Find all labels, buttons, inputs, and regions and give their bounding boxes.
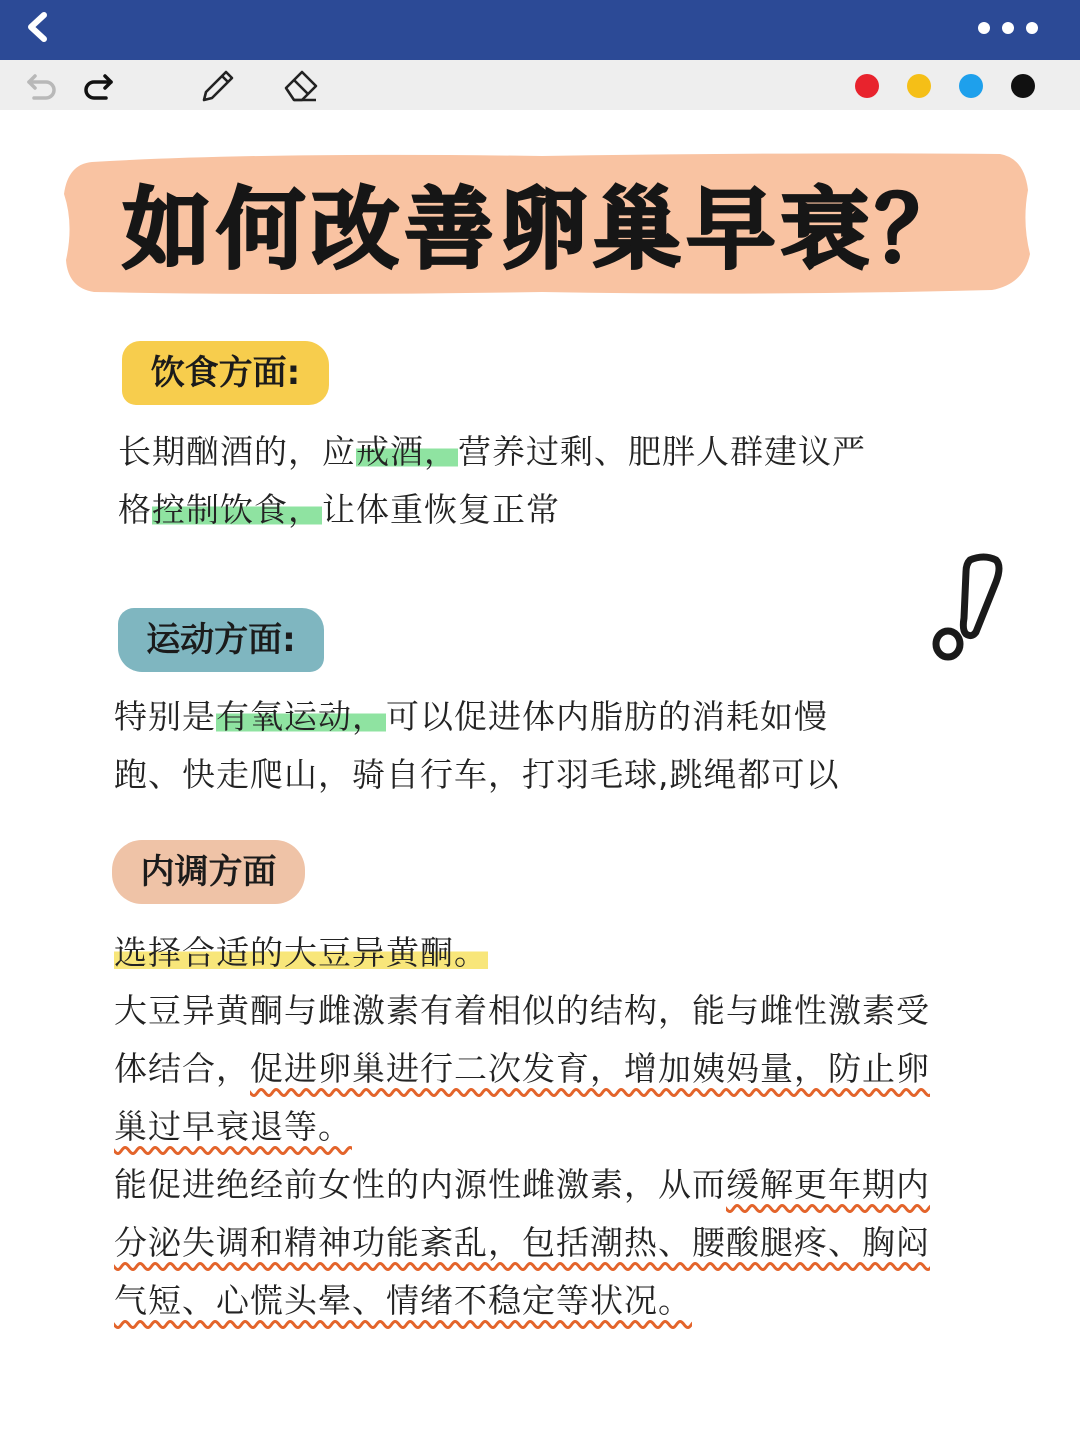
highlighted-text: 戒酒， — [356, 432, 458, 471]
internal-heading: 内调方面 — [112, 840, 305, 904]
redo-icon[interactable] — [80, 66, 118, 104]
top-app-bar — [0, 0, 1080, 60]
title-banner — [62, 150, 1030, 295]
underlined-text: 分泌失调和精神功能紊乱，包括潮热、腰酸腿疼、胸闷 — [114, 1223, 930, 1262]
underlined-text: 促进卵巢进行二次发育，增加姨妈量，防止卵 — [250, 1049, 930, 1088]
page-title: 如何改善卵巢早衰？ — [122, 177, 969, 281]
color-blue-swatch[interactable] — [959, 74, 983, 98]
highlighted-text: 有氧运动， — [216, 697, 386, 736]
color-black-swatch[interactable] — [1011, 74, 1035, 98]
diet-paragraph: 长期酗酒的，应戒酒，营养过剩、肥胖人群建议严 格控制饮食，让体重恢复正常 — [118, 432, 866, 529]
undo-icon[interactable] — [22, 66, 60, 104]
internal-paragraph: 选择合适的大豆异黄酮。 大豆异黄酮与雌激素有着相似的结构，能与雌性激素受 体结合，促进卵巢进行二次发育，增加姨妈量，防止卵 巢过早衰退等。 能促进绝经前女性的内源性雌激素，从而缓解更年期内 分泌失调和精神功能紊乱，包括潮热、腰酸腿疼、胸闷 气短、心慌头晕、情绪不稳定等状况。 — [114, 933, 930, 1320]
color-red-swatch[interactable] — [855, 74, 879, 98]
exclamation-icon — [926, 552, 1006, 664]
underlined-text: 巢过早衰退等。 — [114, 1107, 352, 1146]
underlined-text: 缓解更年期内 — [726, 1165, 930, 1204]
highlighted-text: 控制饮食， — [152, 490, 322, 529]
pencil-icon[interactable] — [198, 66, 236, 104]
exercise-paragraph: 特别是有氧运动，可以促进体内脂肪的消耗如慢 跑、快走爬山，骑自行车，打羽毛球,跳绳都可以 — [114, 697, 840, 794]
exercise-heading: 运动方面: — [118, 608, 324, 672]
color-yellow-swatch[interactable] — [907, 74, 931, 98]
eraser-icon[interactable] — [282, 66, 320, 104]
more-dots-icon[interactable] — [976, 16, 1040, 40]
highlighted-text: 选择合适的大豆异黄酮。 — [114, 933, 488, 972]
diet-heading: 饮食方面: — [122, 341, 329, 405]
underlined-text: 气短、心慌头晕、情绪不稳定等状况。 — [114, 1281, 692, 1320]
chevron-left-icon[interactable] — [20, 9, 56, 45]
